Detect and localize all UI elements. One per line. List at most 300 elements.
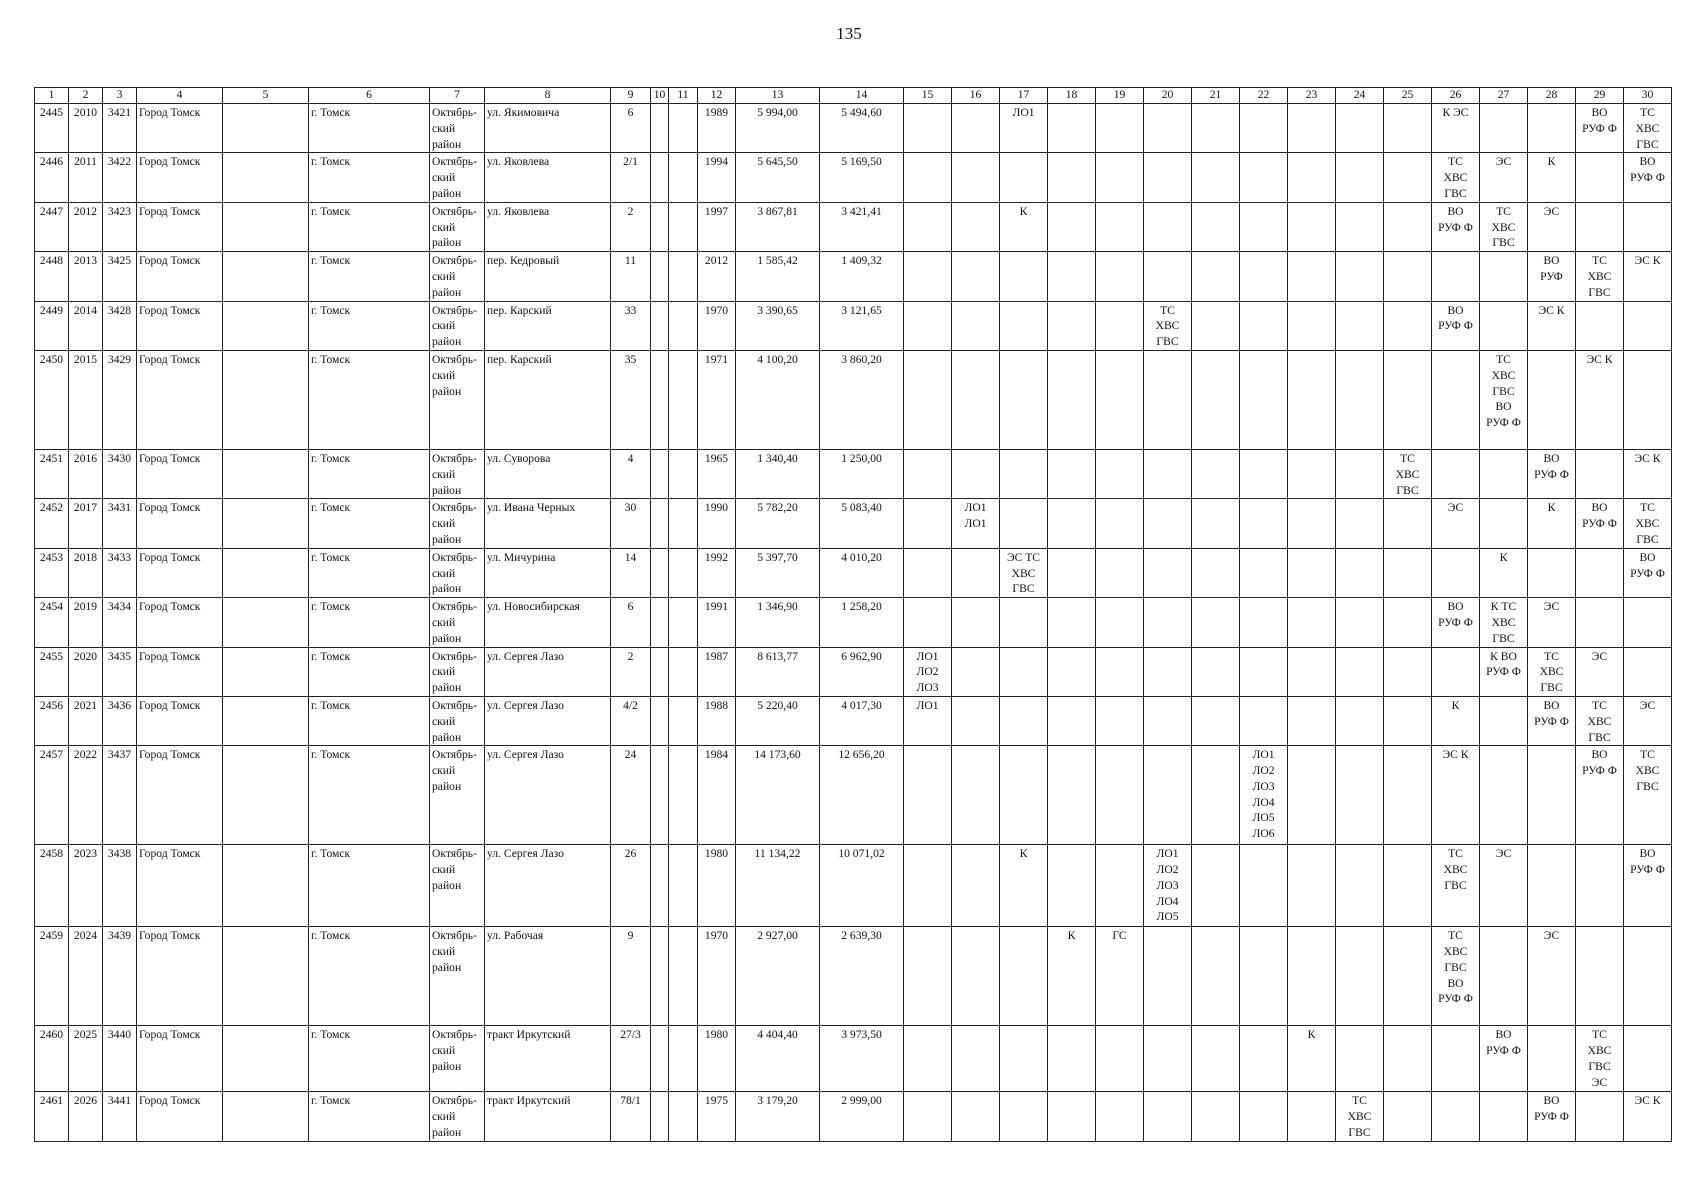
cell-col-26 [1432, 252, 1480, 301]
cell-col-1: 2458 [35, 845, 69, 927]
cell-col-30: ЭС К [1624, 1092, 1672, 1141]
cell-col-8: тракт Иркутский [485, 1026, 611, 1092]
cell-col-21 [1192, 350, 1240, 449]
cell-col-19 [1096, 449, 1144, 498]
cell-col-17 [1000, 647, 1048, 696]
cell-col-6: г. Томск [309, 927, 430, 1026]
cell-col-3: 3425 [103, 252, 137, 301]
cell-col-19 [1096, 696, 1144, 745]
cell-col-9: 14 [611, 548, 651, 597]
column-header-16: 16 [952, 88, 1000, 104]
cell-col-20 [1144, 202, 1192, 251]
cell-col-4: Город Томск [137, 696, 223, 745]
cell-col-29: ТС ХВС ГВС [1576, 696, 1624, 745]
cell-col-8: ул. Новосибирская [485, 598, 611, 647]
cell-col-7: Октябрь- ский район [430, 301, 485, 350]
cell-col-24 [1336, 350, 1384, 449]
cell-col-14: 4 017,30 [820, 696, 904, 745]
cell-col-2: 2021 [69, 696, 103, 745]
cell-col-25 [1384, 927, 1432, 1026]
cell-col-24 [1336, 449, 1384, 498]
column-header-13: 13 [736, 88, 820, 104]
cell-col-24 [1336, 845, 1384, 927]
cell-col-14: 12 656,20 [820, 746, 904, 845]
cell-col-20 [1144, 598, 1192, 647]
cell-col-10 [651, 1026, 669, 1092]
cell-col-27: ТС ХВС ГВС ВО РУФ Ф [1480, 350, 1528, 449]
cell-col-13: 8 613,77 [736, 647, 820, 696]
column-header-29: 29 [1576, 88, 1624, 104]
cell-col-23 [1288, 202, 1336, 251]
cell-col-14: 2 639,30 [820, 927, 904, 1026]
column-header-5: 5 [223, 88, 309, 104]
cell-col-10 [651, 548, 669, 597]
cell-col-20 [1144, 927, 1192, 1026]
cell-col-18 [1048, 153, 1096, 202]
cell-col-15 [904, 746, 952, 845]
cell-col-9: 27/3 [611, 1026, 651, 1092]
cell-col-11 [669, 153, 698, 202]
cell-col-28 [1528, 548, 1576, 597]
cell-col-13: 5 220,40 [736, 696, 820, 745]
cell-col-2: 2011 [69, 153, 103, 202]
cell-col-1: 2457 [35, 746, 69, 845]
cell-col-16 [952, 548, 1000, 597]
column-header-12: 12 [698, 88, 736, 104]
cell-col-23 [1288, 746, 1336, 845]
cell-col-21 [1192, 104, 1240, 153]
cell-col-18 [1048, 647, 1096, 696]
cell-col-18 [1048, 350, 1096, 449]
table-row [35, 350, 1672, 449]
cell-col-10 [651, 153, 669, 202]
cell-col-28 [1528, 1026, 1576, 1092]
cell-col-1: 2460 [35, 1026, 69, 1092]
cell-col-30 [1624, 202, 1672, 251]
cell-col-3: 3437 [103, 746, 137, 845]
cell-col-9: 2 [611, 647, 651, 696]
cell-col-12: 2012 [698, 252, 736, 301]
cell-col-28 [1528, 350, 1576, 449]
cell-col-1: 2450 [35, 350, 69, 449]
cell-col-28: ВО РУФ Ф [1528, 696, 1576, 745]
cell-col-24: ТС ХВС ГВС [1336, 1092, 1384, 1141]
cell-col-22 [1240, 153, 1288, 202]
cell-col-4: Город Томск [137, 647, 223, 696]
cell-col-7: Октябрь- ский район [430, 845, 485, 927]
cell-col-23 [1288, 499, 1336, 548]
cell-col-16 [952, 927, 1000, 1026]
cell-col-24 [1336, 153, 1384, 202]
cell-col-16: ЛО1 ЛО1 [952, 499, 1000, 548]
cell-col-12: 1980 [698, 845, 736, 927]
cell-col-3: 3441 [103, 1092, 137, 1141]
column-header-7: 7 [430, 88, 485, 104]
cell-col-30 [1624, 598, 1672, 647]
cell-col-9: 11 [611, 252, 651, 301]
cell-col-7: Октябрь- ский район [430, 499, 485, 548]
cell-col-22 [1240, 449, 1288, 498]
cell-col-3: 3423 [103, 202, 137, 251]
cell-col-19 [1096, 202, 1144, 251]
cell-col-21 [1192, 696, 1240, 745]
cell-col-25 [1384, 499, 1432, 548]
cell-col-13: 3 390,65 [736, 301, 820, 350]
cell-col-11 [669, 499, 698, 548]
cell-col-8: ул. Яковлева [485, 202, 611, 251]
cell-col-22 [1240, 1026, 1288, 1092]
cell-col-6: г. Томск [309, 499, 430, 548]
column-header-10: 10 [651, 88, 669, 104]
cell-col-17 [1000, 927, 1048, 1026]
cell-col-29: ВО РУФ Ф [1576, 746, 1624, 845]
cell-col-14: 3 421,41 [820, 202, 904, 251]
cell-col-24 [1336, 696, 1384, 745]
cell-col-2: 2022 [69, 746, 103, 845]
cell-col-14: 5 494,60 [820, 104, 904, 153]
cell-col-24 [1336, 104, 1384, 153]
cell-col-19 [1096, 647, 1144, 696]
cell-col-21 [1192, 449, 1240, 498]
cell-col-7: Октябрь- ский район [430, 153, 485, 202]
cell-col-4: Город Томск [137, 252, 223, 301]
cell-col-26 [1432, 1026, 1480, 1092]
cell-col-17: К [1000, 845, 1048, 927]
cell-col-5 [223, 598, 309, 647]
cell-col-16 [952, 301, 1000, 350]
column-header-24: 24 [1336, 88, 1384, 104]
cell-col-5 [223, 350, 309, 449]
cell-col-16 [952, 104, 1000, 153]
cell-col-26 [1432, 350, 1480, 449]
cell-col-12: 1987 [698, 647, 736, 696]
cell-col-14: 5 169,50 [820, 153, 904, 202]
cell-col-9: 30 [611, 499, 651, 548]
cell-col-8: пер. Карский [485, 301, 611, 350]
cell-col-15: ЛО1 ЛО2 ЛО3 [904, 647, 952, 696]
cell-col-22 [1240, 845, 1288, 927]
cell-col-8: ул. Якимовича [485, 104, 611, 153]
cell-col-5 [223, 927, 309, 1026]
cell-col-15 [904, 1026, 952, 1092]
cell-col-26 [1432, 1092, 1480, 1141]
cell-col-13: 4 100,20 [736, 350, 820, 449]
cell-col-18 [1048, 696, 1096, 745]
cell-col-10 [651, 499, 669, 548]
cell-col-10 [651, 746, 669, 845]
cell-col-9: 2 [611, 202, 651, 251]
column-header-11: 11 [669, 88, 698, 104]
cell-col-19 [1096, 746, 1144, 845]
cell-col-11 [669, 927, 698, 1026]
cell-col-9: 78/1 [611, 1092, 651, 1141]
cell-col-10 [651, 202, 669, 251]
cell-col-13: 3 179,20 [736, 1092, 820, 1141]
cell-col-3: 3429 [103, 350, 137, 449]
cell-col-4: Город Томск [137, 202, 223, 251]
cell-col-11 [669, 696, 698, 745]
cell-col-4: Город Томск [137, 301, 223, 350]
cell-col-12: 1980 [698, 1026, 736, 1092]
table-row [35, 202, 1672, 251]
cell-col-2: 2015 [69, 350, 103, 449]
cell-col-14: 5 083,40 [820, 499, 904, 548]
cell-col-18 [1048, 499, 1096, 548]
cell-col-26: ВО РУФ Ф [1432, 202, 1480, 251]
cell-col-13: 1 585,42 [736, 252, 820, 301]
cell-col-27 [1480, 1092, 1528, 1141]
cell-col-25 [1384, 1026, 1432, 1092]
cell-col-27 [1480, 301, 1528, 350]
cell-col-3: 3430 [103, 449, 137, 498]
cell-col-8: тракт Иркутский [485, 1092, 611, 1141]
cell-col-28: ВО РУФ Ф [1528, 1092, 1576, 1141]
cell-col-15 [904, 449, 952, 498]
cell-col-26 [1432, 647, 1480, 696]
cell-col-14: 6 962,90 [820, 647, 904, 696]
cell-col-24 [1336, 499, 1384, 548]
column-header-22: 22 [1240, 88, 1288, 104]
cell-col-22 [1240, 301, 1288, 350]
cell-col-27 [1480, 252, 1528, 301]
cell-col-3: 3428 [103, 301, 137, 350]
cell-col-25 [1384, 350, 1432, 449]
cell-col-26: К ЭС [1432, 104, 1480, 153]
cell-col-9: 6 [611, 598, 651, 647]
cell-col-3: 3440 [103, 1026, 137, 1092]
cell-col-27 [1480, 927, 1528, 1026]
cell-col-13: 4 404,40 [736, 1026, 820, 1092]
cell-col-26: ЭС [1432, 499, 1480, 548]
cell-col-25 [1384, 104, 1432, 153]
cell-col-4: Город Томск [137, 104, 223, 153]
column-header-3: 3 [103, 88, 137, 104]
cell-col-8: ул. Сергея Лазо [485, 696, 611, 745]
column-header-30: 30 [1624, 88, 1672, 104]
cell-col-16 [952, 845, 1000, 927]
cell-col-5 [223, 104, 309, 153]
cell-col-20 [1144, 1092, 1192, 1141]
cell-col-1: 2459 [35, 927, 69, 1026]
cell-col-25 [1384, 598, 1432, 647]
cell-col-29 [1576, 548, 1624, 597]
cell-col-11 [669, 449, 698, 498]
cell-col-5 [223, 548, 309, 597]
column-header-27: 27 [1480, 88, 1528, 104]
cell-col-7: Октябрь- ский район [430, 350, 485, 449]
cell-col-29: ТС ХВС ГВС [1576, 252, 1624, 301]
cell-col-21 [1192, 1092, 1240, 1141]
cell-col-2: 2026 [69, 1092, 103, 1141]
column-header-17: 17 [1000, 88, 1048, 104]
cell-col-1: 2456 [35, 696, 69, 745]
cell-col-3: 3434 [103, 598, 137, 647]
cell-col-8: ул. Рабочая [485, 927, 611, 1026]
cell-col-23 [1288, 548, 1336, 597]
cell-col-14: 3 860,20 [820, 350, 904, 449]
cell-col-4: Город Томск [137, 499, 223, 548]
cell-col-15 [904, 252, 952, 301]
cell-col-11 [669, 746, 698, 845]
cell-col-28 [1528, 746, 1576, 845]
cell-col-6: г. Томск [309, 104, 430, 153]
cell-col-14: 3 973,50 [820, 1026, 904, 1092]
cell-col-17 [1000, 449, 1048, 498]
cell-col-22 [1240, 647, 1288, 696]
cell-col-5 [223, 845, 309, 927]
column-header-26: 26 [1432, 88, 1480, 104]
cell-col-3: 3422 [103, 153, 137, 202]
cell-col-24 [1336, 927, 1384, 1026]
cell-col-24 [1336, 598, 1384, 647]
cell-col-19 [1096, 499, 1144, 548]
column-header-19: 19 [1096, 88, 1144, 104]
cell-col-14: 1 409,32 [820, 252, 904, 301]
cell-col-27 [1480, 499, 1528, 548]
cell-col-6: г. Томск [309, 449, 430, 498]
column-header-15: 15 [904, 88, 952, 104]
cell-col-28: ЭС К [1528, 301, 1576, 350]
cell-col-20 [1144, 252, 1192, 301]
cell-col-1: 2454 [35, 598, 69, 647]
cell-col-7: Октябрь- ский район [430, 104, 485, 153]
cell-col-29: ТС ХВС ГВС ЭС [1576, 1026, 1624, 1092]
cell-col-6: г. Томск [309, 845, 430, 927]
cell-col-12: 1989 [698, 104, 736, 153]
cell-col-22 [1240, 696, 1288, 745]
cell-col-17 [1000, 696, 1048, 745]
table-row [35, 598, 1672, 647]
cell-col-15 [904, 153, 952, 202]
cell-col-30 [1624, 350, 1672, 449]
cell-col-17 [1000, 350, 1048, 449]
cell-col-15 [904, 301, 952, 350]
cell-col-19 [1096, 1026, 1144, 1092]
cell-col-21 [1192, 845, 1240, 927]
cell-col-21 [1192, 499, 1240, 548]
cell-col-21 [1192, 252, 1240, 301]
cell-col-14: 2 999,00 [820, 1092, 904, 1141]
cell-col-22 [1240, 598, 1288, 647]
cell-col-2: 2012 [69, 202, 103, 251]
column-header-9: 9 [611, 88, 651, 104]
cell-col-7: Октябрь- ский район [430, 252, 485, 301]
cell-col-7: Октябрь- ский район [430, 696, 485, 745]
cell-col-4: Город Томск [137, 598, 223, 647]
cell-col-28: ТС ХВС ГВС [1528, 647, 1576, 696]
cell-col-23 [1288, 1092, 1336, 1141]
cell-col-17 [1000, 1026, 1048, 1092]
cell-col-16 [952, 202, 1000, 251]
cell-col-9: 2/1 [611, 153, 651, 202]
cell-col-11 [669, 1026, 698, 1092]
cell-col-19 [1096, 104, 1144, 153]
cell-col-27 [1480, 104, 1528, 153]
cell-col-26: ВО РУФ Ф [1432, 598, 1480, 647]
cell-col-26: ТС ХВС ГВС [1432, 153, 1480, 202]
cell-col-22: ЛО1 ЛО2 ЛО3 ЛО4 ЛО5 ЛО6 [1240, 746, 1288, 845]
table-row [35, 746, 1672, 845]
cell-col-15 [904, 845, 952, 927]
cell-col-25 [1384, 301, 1432, 350]
cell-col-12: 1988 [698, 696, 736, 745]
cell-col-10 [651, 647, 669, 696]
cell-col-2: 2020 [69, 647, 103, 696]
cell-col-26: К [1432, 696, 1480, 745]
column-header-23: 23 [1288, 88, 1336, 104]
cell-col-2: 2014 [69, 301, 103, 350]
cell-col-19 [1096, 598, 1144, 647]
cell-col-30: ЭС К [1624, 449, 1672, 498]
cell-col-20 [1144, 499, 1192, 548]
cell-col-28 [1528, 845, 1576, 927]
cell-col-15 [904, 548, 952, 597]
cell-col-29: ВО РУФ Ф [1576, 499, 1624, 548]
cell-col-27: ТС ХВС ГВС [1480, 202, 1528, 251]
cell-col-24 [1336, 301, 1384, 350]
cell-col-12: 1984 [698, 746, 736, 845]
cell-col-26 [1432, 449, 1480, 498]
cell-col-15 [904, 499, 952, 548]
cell-col-10 [651, 449, 669, 498]
cell-col-27: К ВО РУФ Ф [1480, 647, 1528, 696]
cell-col-4: Город Томск [137, 1092, 223, 1141]
cell-col-11 [669, 647, 698, 696]
cell-col-1: 2455 [35, 647, 69, 696]
cell-col-20 [1144, 548, 1192, 597]
cell-col-3: 3435 [103, 647, 137, 696]
cell-col-12: 1970 [698, 301, 736, 350]
cell-col-29: ЭС [1576, 647, 1624, 696]
cell-col-3: 3436 [103, 696, 137, 745]
cell-col-15 [904, 104, 952, 153]
cell-col-9: 33 [611, 301, 651, 350]
table-row [35, 499, 1672, 548]
cell-col-27 [1480, 746, 1528, 845]
cell-col-16 [952, 598, 1000, 647]
cell-col-2: 2019 [69, 598, 103, 647]
cell-col-4: Город Томск [137, 927, 223, 1026]
cell-col-29 [1576, 301, 1624, 350]
cell-col-2: 2017 [69, 499, 103, 548]
cell-col-23 [1288, 845, 1336, 927]
cell-col-19 [1096, 350, 1144, 449]
cell-col-21 [1192, 598, 1240, 647]
cell-col-7: Октябрь- ский район [430, 202, 485, 251]
cell-col-27 [1480, 696, 1528, 745]
cell-col-29 [1576, 449, 1624, 498]
cell-col-13: 5 397,70 [736, 548, 820, 597]
cell-col-23 [1288, 301, 1336, 350]
cell-col-5 [223, 696, 309, 745]
cell-col-24 [1336, 1026, 1384, 1092]
cell-col-1: 2449 [35, 301, 69, 350]
cell-col-19 [1096, 1092, 1144, 1141]
cell-col-25 [1384, 845, 1432, 927]
cell-col-26: ВО РУФ Ф [1432, 301, 1480, 350]
cell-col-25 [1384, 548, 1432, 597]
cell-col-14: 10 071,02 [820, 845, 904, 927]
cell-col-17 [1000, 746, 1048, 845]
cell-col-23 [1288, 252, 1336, 301]
cell-col-27: ЭС [1480, 845, 1528, 927]
cell-col-5 [223, 647, 309, 696]
cell-col-4: Город Томск [137, 746, 223, 845]
cell-col-13: 1 346,90 [736, 598, 820, 647]
cell-col-21 [1192, 301, 1240, 350]
table-row [35, 449, 1672, 498]
cell-col-15 [904, 202, 952, 251]
